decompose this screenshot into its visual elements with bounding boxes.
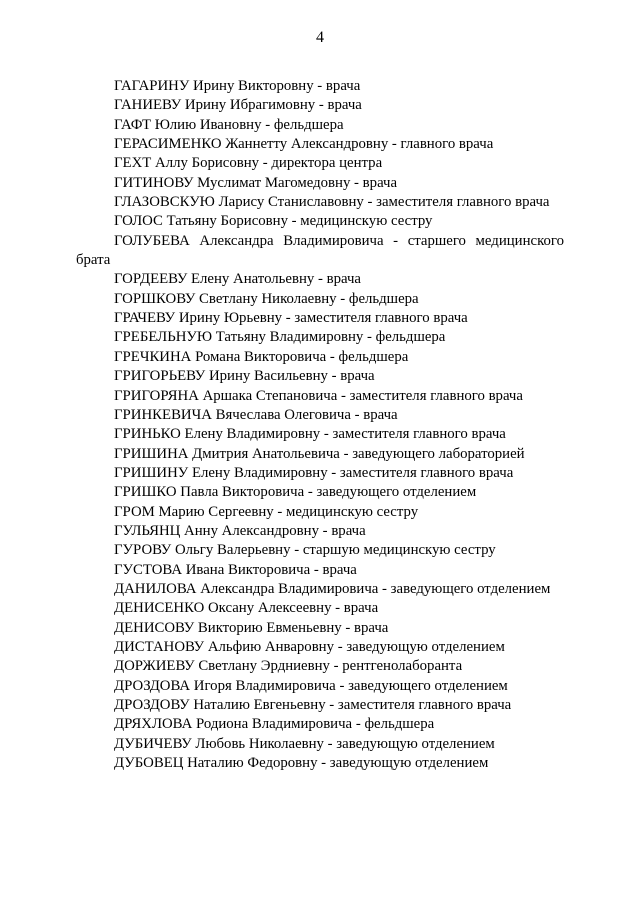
award-list	[76, 77, 564, 773]
list-entry: ДУБИЧЕВУ Любовь Николаевну - заведующую отделением	[114, 735, 495, 752]
list-entry: ГИТИНОВУ Муслимат Магомедовну - врача	[114, 174, 398, 191]
list-entry: ГРИШКО Павла Викторовича - заведующего отделением	[114, 484, 477, 501]
list-entry: ГЕХТ Аллу Борисовну - директора центра	[114, 155, 383, 172]
list-entry: ДРОЗДОВУ Наталию Евгеньевну - заместителя главного врача	[114, 697, 512, 713]
list-entry: ДОРЖИЕВУ Светлану Эрдниевну - рентгенолаборанта	[114, 658, 463, 675]
list-entry: ГОРДЕЕВУ Елену Анатольевну - врача	[114, 271, 361, 288]
list-entry: ГРЕБЕЛЬНУЮ Татьяну Владимировну - фельдшера	[114, 329, 446, 346]
list-entry: ДЕНИСОВУ Викторию Евменьевну - врача	[114, 619, 389, 636]
list-entry: ГРОМ Марию Сергеевну - медицинскую сестру	[114, 503, 419, 520]
list-entry: ГОЛОС Татьяну Борисовну - медицинскую сестру	[114, 213, 433, 230]
list-entry: ГАНИЕВУ Ирину Ибрагимовну - врача	[114, 97, 362, 114]
list-entry: ДРОЗДОВА Игоря Владимировича - заведующего отделением	[114, 677, 508, 694]
list-entry: ДАНИЛОВА Александра Владимировича - заведующего отделением	[114, 580, 551, 597]
list-entry: ГУЛЬЯНЦ Анну Александровну - врача	[114, 522, 366, 539]
page-number: 4	[316, 29, 324, 46]
list-entry: ГРИНЬКО Елену Владимировну - заместителя главного врача	[114, 426, 506, 443]
list-entry: ГАГАРИНУ Ирину Викторовну - врача	[114, 78, 361, 94]
list-entry: ДУБОВЕЦ Наталию Федоровну - заведующую отделением	[114, 755, 489, 772]
list-entry: ГРИГОРЯНА Аршака Степановича - заместителя главного врача	[114, 387, 523, 404]
list-entry: ДИСТАНОВУ Альфию Анваровну - заведующую отделением	[114, 638, 505, 655]
list-entry: ДРЯХЛОВА Родиона Владимировича - фельдшера	[114, 716, 435, 733]
list-entry: ГОРШКОВУ Светлану Николаевну - фельдшера	[114, 290, 419, 307]
list-entry: ГУРОВУ Ольгу Валерьевну - старшую медицинскую сестру	[114, 542, 496, 559]
list-entry: ГРАЧЕВУ Ирину Юрьевну - заместителя главного врача	[114, 310, 468, 327]
list-entry: ГЕРАСИМЕНКО Жаннетту Александровну - главного врача	[114, 136, 494, 153]
list-entry: ДЕНИСЕНКО Оксану Алексеевну - врача	[114, 600, 379, 617]
list-entry: ГРИШИНУ Елену Владимировну - заместителя главного врача	[114, 464, 514, 481]
list-entry: ГЛАЗОВСКУЮ Ларису Станиславовну - заместителя главного врача	[114, 194, 550, 211]
list-entry: ГРИГОРЬЕВУ Ирину Васильевну - врача	[114, 368, 375, 385]
list-entry: ГАФТ Юлию Ивановну - фельдшера	[114, 116, 344, 133]
list-entry: ГРИНКЕВИЧА Вячеслава Олеговича - врача	[114, 406, 398, 423]
list-entry: ГУСТОВА Ивана Викторовича - врача	[114, 561, 357, 578]
list-entry: ГОЛУБЕВА Александра Владимировича - старшего медицинского брата	[76, 232, 564, 269]
list-entry: ГРИШИНА Дмитрия Анатольевича - заведующего лабораторией	[114, 445, 525, 462]
list-entry: ГРЕЧКИНА Романа Викторовича - фельдшера	[114, 348, 409, 365]
